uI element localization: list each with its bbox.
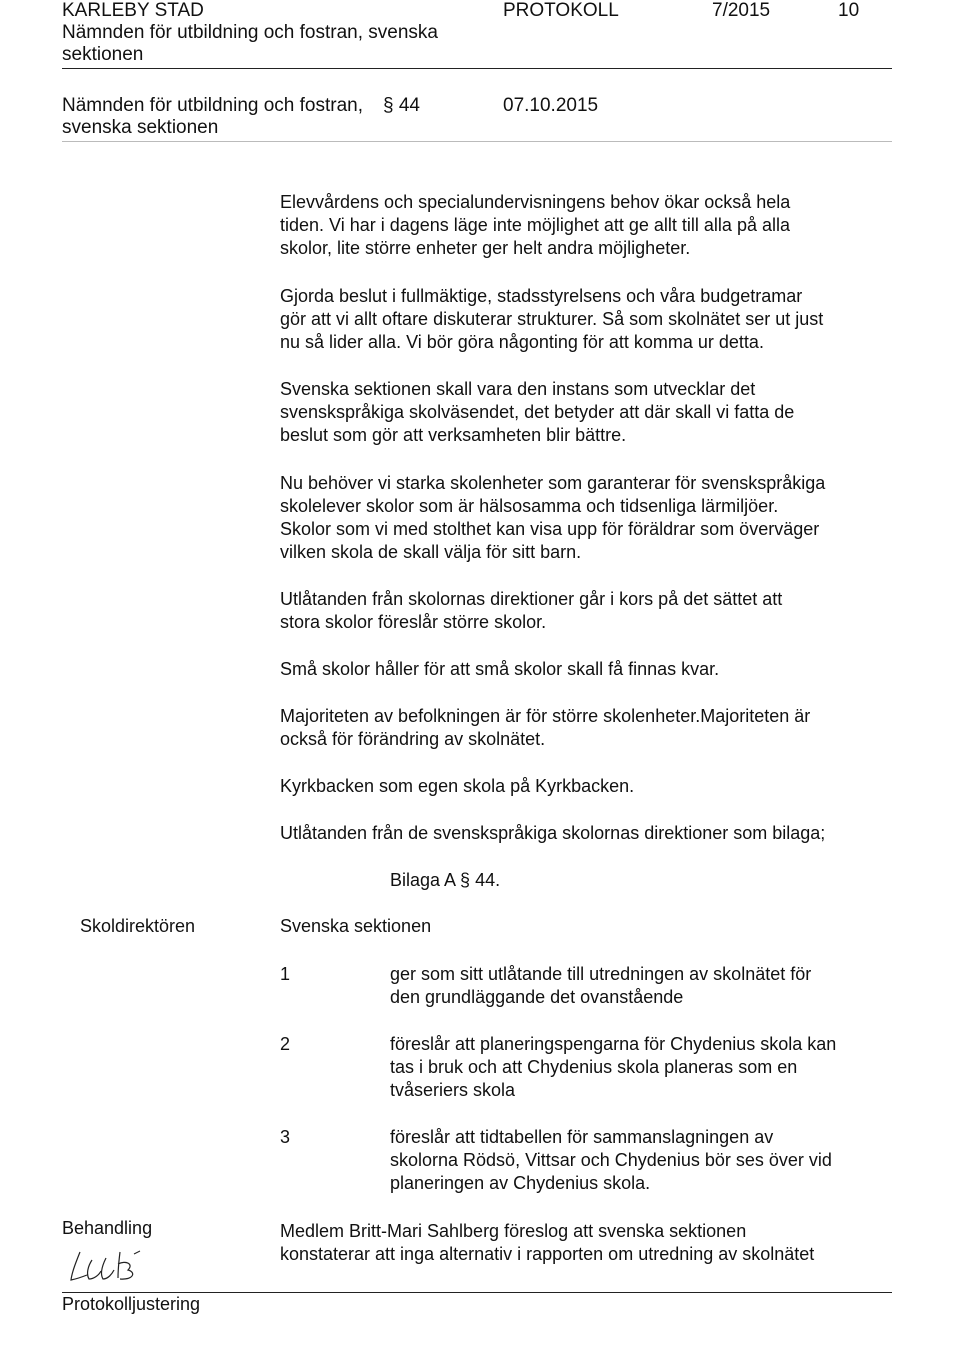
meeting-date: 07.10.2015 bbox=[503, 95, 599, 116]
proposal-item-line: tvåseriers skola bbox=[390, 1080, 516, 1100]
item-number: 1 bbox=[280, 964, 291, 984]
item-number: 3 bbox=[280, 1127, 291, 1147]
paragraph bbox=[280, 588, 910, 634]
paragraph-line: skolor, lite större enheter ger helt andra möjligheter. bbox=[280, 238, 691, 258]
proposal-item bbox=[390, 1126, 832, 1195]
paragraph-line: Skolor som vi med stolthet kan visa upp för föräldrar som överväger bbox=[280, 519, 820, 539]
paragraph-line: vilken skola de skall välja för sitt barn. bbox=[280, 542, 582, 562]
handling-label: Behandling bbox=[62, 1218, 153, 1238]
paragraph bbox=[280, 191, 910, 260]
proposal-item-line: ger som sitt utlåtande till utredningen av skolnätet för bbox=[390, 964, 812, 984]
paragraph-line: Nu behöver vi starka skolenheter som garanterar för svenskspråkiga bbox=[280, 473, 826, 493]
committee-name-line1: Nämnden för utbildning och fostran, svenska bbox=[62, 22, 438, 43]
proposer-label: Skoldirektören bbox=[80, 916, 196, 936]
committee-name-line2: sektionen bbox=[62, 44, 144, 65]
page-number: 10 bbox=[838, 0, 860, 21]
paragraph-line: skolelever skolor som är hälsosamma och tidsenliga lärmiljöer. bbox=[280, 496, 779, 516]
handling-line: konstaterar att inga alternativ i rapporten om utredning av skolnätet bbox=[280, 1244, 815, 1264]
paragraph bbox=[280, 658, 910, 681]
proposal-item-line: skolorna Rödsö, Vittsar och Chydenius bör ses över vid bbox=[390, 1150, 832, 1170]
handling-line: Medlem Britt-Mari Sahlberg föreslog att svenska sektionen bbox=[280, 1221, 747, 1241]
paragraph-line: också för förändring av skolnätet. bbox=[280, 729, 546, 749]
paragraph bbox=[280, 285, 910, 354]
paragraph bbox=[280, 472, 910, 564]
paragraph-number: § 44 bbox=[383, 95, 420, 116]
paragraph bbox=[280, 775, 910, 798]
paragraph bbox=[280, 705, 910, 751]
attachment-reference: Bilaga A § 44. bbox=[390, 870, 501, 890]
proposal-item bbox=[390, 963, 811, 1009]
paragraph-line: Gjorda beslut i fullmäktige, stadsstyrelsens och våra budgetramar bbox=[280, 286, 803, 306]
header-divider bbox=[62, 68, 892, 69]
paragraph-line: Kyrkbacken som egen skola på Kyrkbacken. bbox=[280, 776, 635, 796]
paragraph-line: nu så lider alla. Vi bör göra någonting för att komma ur detta. bbox=[280, 332, 764, 352]
section-body-line2: svenska sektionen bbox=[62, 117, 219, 138]
paragraph-line: Elevvårdens och specialundervisningens behov ökar också hela bbox=[280, 192, 791, 212]
paragraph bbox=[280, 822, 910, 845]
paragraph-line: Utlåtanden från de svenskspråkiga skolornas direktioner som bilaga; bbox=[280, 823, 826, 843]
signature-initials bbox=[62, 1246, 162, 1286]
item-number: 2 bbox=[280, 1034, 291, 1054]
proposal-item-line: planeringen av Chydenius skola. bbox=[390, 1173, 651, 1193]
section-body-line1: Nämnden för utbildning och fostran, bbox=[62, 95, 364, 116]
paragraph-line: Utlåtanden från skolornas direktioner går i kors på det sättet att bbox=[280, 589, 783, 609]
paragraph-line: svenskspråkiga skolväsendet, det betyder att där skall vi fatta de bbox=[280, 402, 795, 422]
paragraph-line: gör att vi allt oftare diskuterar strukturer. Så som skolnätet ser ut just bbox=[280, 309, 824, 329]
protocol-check-label: Protokolljustering bbox=[62, 1294, 201, 1314]
paragraph-line: Majoriteten av befolkningen är för större skolenheter.Majoriteten är bbox=[280, 706, 811, 726]
proposal-item-line: den grundläggande det ovanstående bbox=[390, 987, 684, 1007]
proposal-item-line: föreslår att tidtabellen för sammanslagningen av bbox=[390, 1127, 774, 1147]
paragraph-line: Små skolor håller för att små skolor skall få finnas kvar. bbox=[280, 659, 720, 679]
paragraph-line: Svenska sektionen skall vara den instans som utvecklar det bbox=[280, 379, 756, 399]
paragraph-line: stora skolor föreslår större skolor. bbox=[280, 612, 547, 632]
doc-type: PROTOKOLL bbox=[503, 0, 619, 21]
proposal-item-line: föreslår att planeringspengarna för Chydenius skola kan bbox=[390, 1034, 837, 1054]
proposal-item-line: tas i bruk och att Chydenius skola planeras som en bbox=[390, 1057, 798, 1077]
section-divider bbox=[62, 141, 892, 142]
proposal-item bbox=[390, 1033, 836, 1102]
org-name: KARLEBY STAD bbox=[62, 0, 204, 21]
doc-number: 7/2015 bbox=[712, 0, 771, 21]
proposal-heading: Svenska sektionen bbox=[280, 916, 432, 936]
paragraph-line: beslut som gör att verksamheten blir bättre. bbox=[280, 425, 627, 445]
paragraph-line: tiden. Vi har i dagens läge inte möjlighet att ge allt till alla på alla bbox=[280, 215, 790, 235]
paragraph bbox=[280, 378, 910, 447]
